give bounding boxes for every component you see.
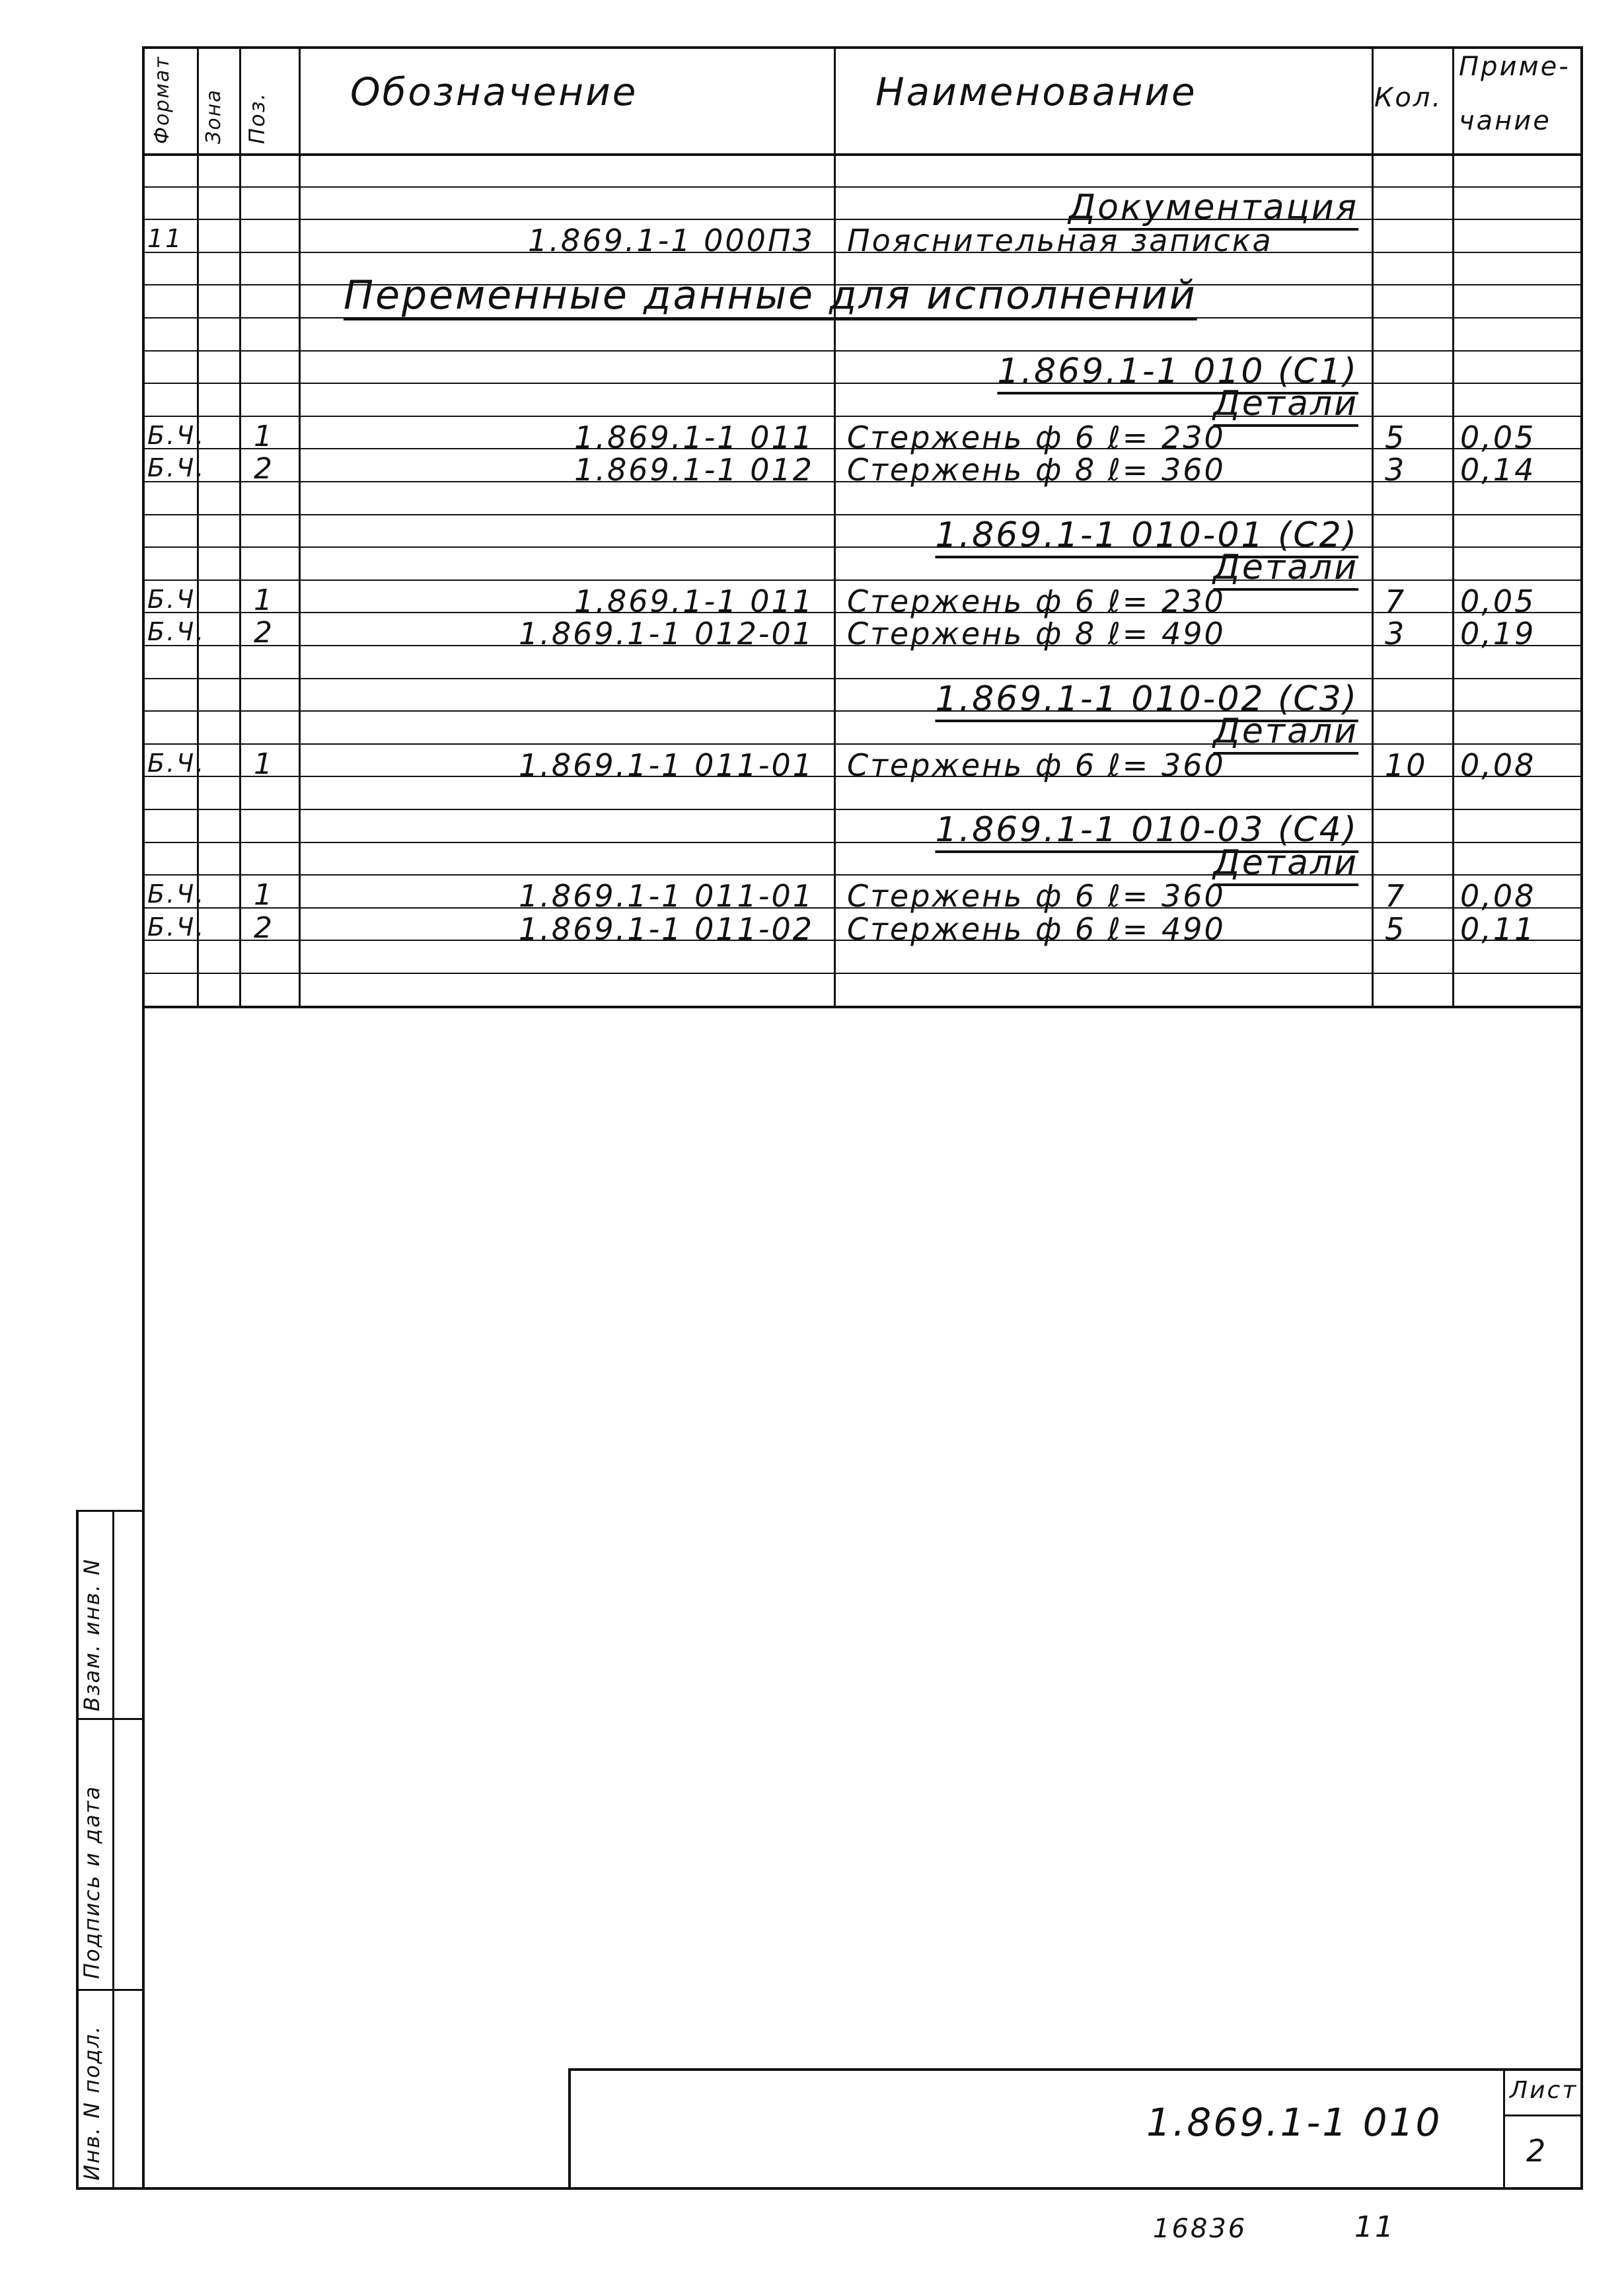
row-line: [142, 219, 1580, 220]
row-line: [142, 579, 1580, 581]
row-line: [142, 350, 1580, 352]
frame-right-border: [1580, 46, 1583, 2187]
side-strip-bottom: [76, 2187, 142, 2190]
cell-format: Б.Ч.: [147, 748, 206, 778]
cell-position: 2: [254, 911, 274, 945]
column-line-desig: [299, 46, 301, 1006]
cell-name: Стержень ф 6 ℓ= 230: [847, 419, 1226, 455]
title-block-top: [568, 2068, 1580, 2071]
cell-note: 0,14: [1460, 452, 1536, 488]
row-line: [142, 514, 1580, 515]
cell-format: 11: [147, 224, 184, 254]
cell-quantity: 7: [1385, 878, 1407, 915]
cell-position: 1: [254, 747, 274, 781]
row-line: [142, 874, 1580, 876]
header-qty: Кол.: [1374, 83, 1443, 113]
cell-quantity: 5: [1385, 911, 1407, 947]
side-label-inv-sub: Инв. N подл.: [79, 2025, 104, 2181]
table-bottom-line: [142, 1006, 1580, 1008]
cell-position: 2: [254, 452, 274, 486]
title-block-sheet-divider: [1503, 2068, 1505, 2187]
row-line: [142, 678, 1580, 679]
cell-note: 0,08: [1460, 747, 1536, 783]
cell-quantity: 3: [1385, 616, 1407, 652]
cell-designation: 1.869.1-1 012: [574, 452, 814, 488]
header-note-line2: чание: [1459, 106, 1551, 136]
header-bottom-line: [142, 153, 1580, 156]
cell-quantity: 3: [1385, 452, 1407, 488]
cell-name: Стержень ф 8 ℓ= 490: [847, 616, 1226, 652]
side-strip-inner: [112, 1510, 114, 2187]
cell-name-heading: 1.869.1-1 010-02 (С3): [935, 679, 1358, 719]
cell-name-heading: Детали: [1213, 384, 1358, 424]
cell-format: Б.Ч.: [147, 453, 206, 483]
cell-designation: 1.869.1-1 011: [574, 419, 814, 455]
cell-name-heading: Детали: [1213, 548, 1358, 588]
footer-archive-number: 16836: [1153, 2214, 1247, 2244]
title-doc-number: 1.869.1-1 010: [1146, 2100, 1442, 2145]
row-line: [142, 973, 1580, 974]
frame-left-border: [142, 46, 145, 2187]
side-strip-top: [76, 1510, 142, 1512]
column-line-pos: [239, 46, 241, 1006]
cell-designation: 1.869.1-1 011-01: [519, 747, 814, 783]
cell-quantity: 5: [1385, 419, 1407, 455]
row-line: [142, 809, 1580, 810]
row-line: [142, 416, 1580, 417]
frame-top-border: [142, 46, 1583, 49]
cell-designation: 1.869.1-1 011-02: [519, 911, 814, 947]
cell-note: 0,08: [1460, 878, 1536, 915]
cell-name: Пояснительная записка: [847, 223, 1273, 259]
header-name: Наименование: [875, 69, 1197, 114]
cell-position: 1: [254, 878, 274, 913]
column-line-name: [834, 46, 836, 1006]
cell-name: Стержень ф 6 ℓ= 360: [847, 747, 1226, 783]
side-strip-divider-2: [76, 1989, 142, 1991]
cell-format: Б.Ч.: [147, 879, 206, 909]
cell-note: 0,19: [1460, 616, 1536, 652]
cell-format: Б.Ч: [147, 584, 196, 614]
cell-name-heading: 1.869.1-1 010-03 (С4): [935, 810, 1358, 850]
cell-note: 0,05: [1460, 583, 1536, 619]
header-note-line1: Приме-: [1459, 52, 1570, 82]
cell-name: Стержень ф 6 ℓ= 360: [847, 878, 1226, 915]
cell-designation: 1.869.1-1 011: [574, 583, 814, 619]
cell-format: Б.Ч.: [147, 617, 206, 647]
cell-name: Стержень ф 6 ℓ= 230: [847, 583, 1226, 619]
header-pos: Поз.: [244, 92, 270, 144]
side-label-replace-inv: Взам. инв. N: [79, 1558, 104, 1711]
title-block-left: [568, 2068, 571, 2187]
cell-position: 2: [254, 616, 274, 650]
cell-name-heading: Детали: [1213, 842, 1358, 883]
cell-quantity: 7: [1385, 583, 1407, 619]
header-designation: Обозначение: [350, 69, 638, 114]
cell-position: 1: [254, 583, 274, 617]
side-strip-left: [76, 1510, 79, 2187]
title-block-sheet-line: [1503, 2114, 1580, 2116]
section-title: Переменные данные для исполнений: [344, 272, 1197, 319]
cell-position: 1: [254, 419, 274, 453]
header-zone: Зона: [202, 89, 225, 144]
row-line: [142, 710, 1580, 712]
cell-designation: 1.869.1-1 012-01: [519, 616, 814, 652]
footer-format-mark: 11: [1354, 2210, 1395, 2244]
cell-name: Стержень ф 8 ℓ= 360: [847, 452, 1226, 488]
row-line: [142, 186, 1580, 188]
cell-format: Б.Ч.: [147, 420, 206, 450]
cell-note: 0,05: [1460, 419, 1536, 455]
frame-bottom-border: [142, 2187, 1583, 2190]
side-label-sign-date: Подпись и дата: [79, 1785, 104, 1979]
row-line: [142, 743, 1580, 745]
row-line: [142, 383, 1580, 384]
column-line-qty: [1372, 46, 1374, 1006]
cell-format: Б.Ч.: [147, 912, 206, 942]
cell-name-heading: Детали: [1213, 712, 1358, 752]
cell-note: 0,11: [1460, 911, 1536, 947]
column-line-zone: [197, 46, 199, 1006]
cell-quantity: 10: [1385, 747, 1428, 783]
cell-designation: 1.869.1-1 000ПЗ: [528, 223, 814, 259]
cell-name-heading: Документация: [1068, 187, 1358, 227]
title-sheet-label: Лист: [1510, 2077, 1578, 2104]
cell-name-heading: 1.869.1-1 010 (С1): [997, 351, 1358, 391]
row-line: [142, 842, 1580, 843]
side-strip-divider-1: [76, 1718, 142, 1720]
title-sheet-number: 2: [1526, 2133, 1548, 2169]
cell-name-heading: 1.869.1-1 010-01 (С2): [935, 515, 1358, 555]
header-format: Формат: [151, 56, 174, 144]
row-line: [142, 546, 1580, 548]
cell-designation: 1.869.1-1 011-01: [519, 878, 814, 915]
cell-name: Стержень ф 6 ℓ= 490: [847, 911, 1226, 947]
column-line-note: [1452, 46, 1454, 1006]
